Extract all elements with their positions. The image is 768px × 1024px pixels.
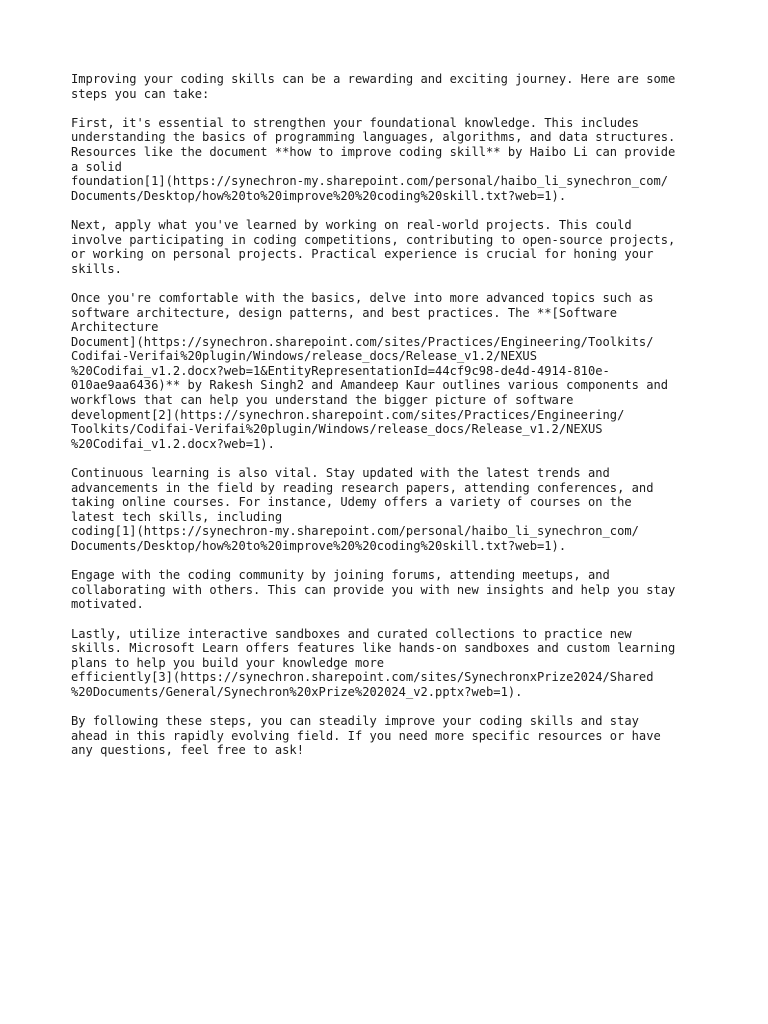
paragraph-advanced-topics: Once you're comfortable with the basics, delve into more advanced topics such as software architecture, design patterns, and best practices. The **[Software Architecture Document](https://synechron.sharepoint.com/sites/Practices/Engineering/Toolkits/ Codifai-Verifai%20plugin/Windows/release_docs/Release_v1.2/NEXUS %20Codifai_v1.2.docx?web=1&EntityRepresentationId=44cf9c98-de4d-4914-810e- 010ae9aa6436)** by Rakesh Singh2 and Amandeep Kaur outlines various components and workflows that can help you understand the bigger picture of software development[2](https://synechron.sharepoint.com/sites/Practices/Engineering/ Toolkits/Codifai-Verifai%20plugin/Windows/release_docs/Release_v1.2/NEXUS %20Codifai_v1.2.docx?web=1). xyxy=(71,290,669,451)
paragraph-conclusion: By following these steps, you can steadily improve your coding skills and stay ahead in this rapidly evolving field. If you need more specific resources or have any questions, feel free to ask! xyxy=(71,714,661,758)
paragraph-projects: Next, apply what you've learned by working on real-world projects. This could involve participating in coding competitions, contributing to open-source projects, or working on personal projects. Practical experience is crucial for honing your skills. xyxy=(71,217,676,276)
paragraph-continuous-learning: Continuous learning is also vital. Stay updated with the latest trends and advancements in the field by reading research papers, attending conferences, and taking online courses. For instance, Udemy offers a variety of courses on the latest tech skills, including coding[1](https://synechron-my.sharepoint.com/personal/haibo_li_synechron_com/ Documents/Desktop/how%20to%20improve%20%20coding%20skill.txt?web=1). xyxy=(71,466,654,553)
paragraph-sandboxes: Lastly, utilize interactive sandboxes and curated collections to practice new skills. Microsoft Learn offers features like hands-on sandboxes and custom learning plans to help you build your knowledge more efficiently[3](https://synechron.sharepoint.com/sites/SynechronxPrize2024/Shared %20Documents/General/Synechron%20xPrize%202024_v2.pptx?web=1). xyxy=(71,626,676,699)
paragraph-community: Engage with the coding community by joining forums, attending meetups, and collaborating with others. This can provide you with new insights and help you stay motivated. xyxy=(71,568,676,612)
paragraph-foundations: First, it's essential to strengthen your foundational knowledge. This includes understanding the basics of programming languages, algorithms, and data structures. Resources like the document **how to improve coding skill** by Haibo Li can provide a solid foundation[1](https://synechron-my.sharepoint.com/personal/haibo_li_synechron_com/ Documents/Desktop/how%20to%20improve%20%20coding%20skill.txt?web=1). xyxy=(71,115,676,203)
paragraph-intro: Improving your coding skills can be a rewarding and exciting journey. Here are some steps you can take: xyxy=(71,72,676,101)
document-body xyxy=(71,72,711,773)
